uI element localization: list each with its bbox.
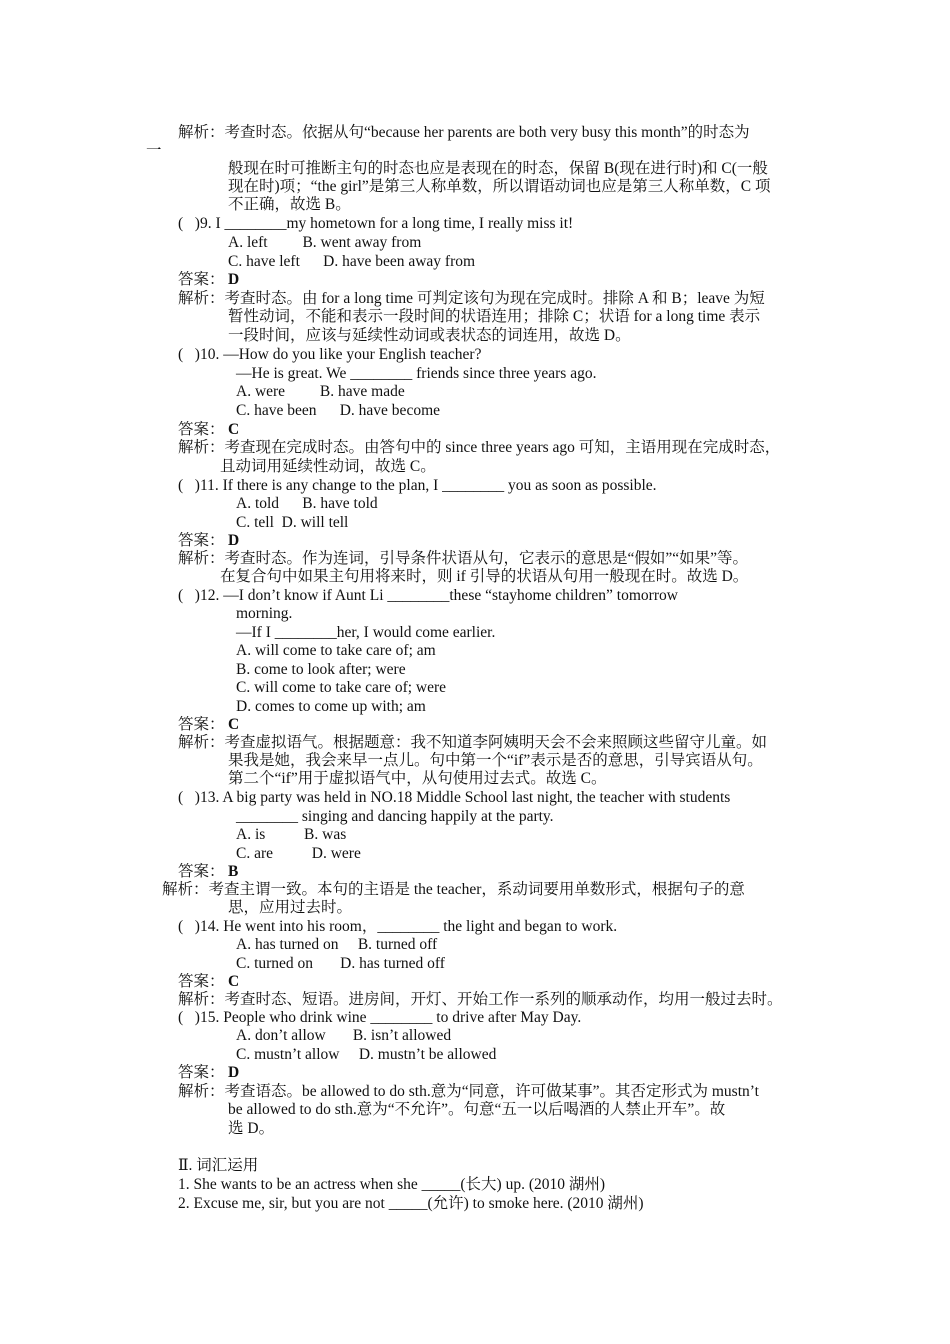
question-stem: ( )9. I ________my hometown for a long time, I really miss it! — [178, 215, 574, 232]
explanation-line: 解析：考查主谓一致。本句的主语是 the teacher，系动词要用单数形式，根据句子的意 — [162, 881, 745, 898]
question-option: D. comes to come up with; am — [236, 698, 426, 715]
explanation-line: 解析：考查时态。作为连词，引导条件状语从句，它表示的意思是“假如”“如果”等。 — [178, 550, 749, 567]
explanation-line: 解析：考查语态。be allowed to do sth.意为“同意，许可做某事”。其否定形式为 mustn’t — [178, 1083, 759, 1100]
question-stem: morning. — [236, 605, 293, 622]
question-stem: ( )13. A big party was held in NO.18 Middle School last night, the teacher with students — [178, 789, 731, 806]
answer-label: 答案： — [178, 532, 225, 549]
question-options: A. were B. have made — [236, 383, 405, 400]
explanation-line: 思，应用过去时。 — [228, 899, 353, 916]
explanation-line: 在复合句中如果主句用将来时，则 if 引导的状语从句用一般现在时。故选 D。 — [220, 568, 749, 585]
answer-label: 答案： — [178, 973, 225, 990]
answer-value: C — [228, 421, 240, 438]
explanation-line: 解析：考查现在完成时态。由答句中的 since three years ago 可知，主语用现在完成时态， — [178, 439, 781, 456]
answer-label: 答案： — [178, 271, 225, 288]
explanation-line: 解析：考查时态。由 for a long time 可判定该句为现在完成时。排除 A 和 B；leave 为短 — [178, 290, 765, 307]
question-stem: ( )15. People who drink wine ________ to drive after May Day. — [178, 1009, 582, 1026]
answer-label: 答案： — [178, 421, 225, 438]
answer-value: D — [228, 532, 240, 549]
explanation-line: 选 D。 — [228, 1120, 275, 1137]
explanation-line: 一 — [146, 142, 162, 159]
question-stem: —He is great. We ________ friends since three years ago. — [236, 365, 597, 382]
question-options: C. tell D. will tell — [236, 514, 349, 531]
explanation-line: 不正确，故选 B。 — [228, 196, 351, 213]
question-stem: ( )14. He went into his room，________ the light and began to work. — [178, 918, 618, 935]
explanation-line: 解析：考查时态、短语。进房间，开灯、开始工作一系列的顺承动作，均用一般过去时。 — [178, 991, 783, 1008]
question-options: A. left B. went away from — [228, 234, 422, 251]
exercise-item: 2. Excuse me, sir, but you are not _____(允许) to smoke here. (2010 湖州) — [178, 1195, 644, 1212]
question-option: A. will come to take care of; am — [236, 642, 436, 659]
question-option: B. come to look after; were — [236, 661, 406, 678]
answer-label: 答案： — [178, 716, 225, 733]
question-stem: ________ singing and dancing happily at the party. — [236, 808, 554, 825]
answer-value: C — [228, 716, 240, 733]
question-options: A. don’t allow B. isn’t allowed — [236, 1027, 452, 1044]
question-options: C. are D. were — [236, 845, 361, 862]
answer-value: D — [228, 271, 240, 288]
question-options: C. have left D. have been away from — [228, 253, 476, 270]
question-options: A. has turned on B. turned off — [236, 936, 438, 953]
answer-label: 答案： — [178, 863, 225, 880]
question-options: C. turned on D. has turned off — [236, 955, 445, 972]
question-options: C. mustn’t allow D. mustn’t be allowed — [236, 1046, 497, 1063]
explanation-line: 解析：考查时态。依据从句“because her parents are both very busy this month”的时态为 — [178, 124, 750, 141]
answer-value: B — [228, 863, 239, 880]
explanation-line: be allowed to do sth.意为“不允许”。句意“五一以后喝酒的人禁止开车”。故 — [228, 1101, 726, 1118]
question-option: C. will come to take care of; were — [236, 679, 447, 696]
explanation-line: 解析：考查虚拟语气。根据题意：我不知道李阿姨明天会不会来照顾这些留守儿童。如 — [178, 734, 768, 751]
explanation-line: 第二个“if”用于虚拟语气中，从句使用过去式。故选 C。 — [228, 770, 607, 787]
explanation-line: 现在时)项；“the girl”是第三人称单数，所以谓语动词也应是第三人称单数，C 项 — [228, 178, 771, 195]
explanation-line: 暂性动词，不能和表示一段时间的状语连用；排除 C；状语 for a long time 表示 — [228, 308, 761, 325]
question-options: C. have been D. have become — [236, 402, 441, 419]
question-stem: ( )12. —I don’t know if Aunt Li ________these “stayhome children” tomorrow — [178, 587, 678, 604]
explanation-line: 一段时间，应该与延续性动词或表状态的词连用，故选 D。 — [228, 327, 631, 344]
answer-value: D — [228, 1064, 240, 1081]
question-options: A. told B. have told — [236, 495, 378, 512]
question-stem: ( )11. If there is any change to the plan, I ________ you as soon as possible. — [178, 477, 657, 494]
explanation-line: 般现在时可推断主句的时态也应是表现在的时态，保留 B(现在进行时)和 C(一般 — [228, 160, 768, 177]
question-options: A. is B. was — [236, 826, 347, 843]
explanation-line: 且动词用延续性动词，故选 C。 — [220, 458, 436, 475]
exercise-item: 1. She wants to be an actress when she _____(长大) up. (2010 湖州) — [178, 1176, 606, 1193]
answer-label: 答案： — [178, 1064, 225, 1081]
question-stem: ( )10. —How do you like your English teacher? — [178, 346, 482, 363]
answer-value: C — [228, 973, 240, 990]
question-stem: —If I ________her, I would come earlier. — [236, 624, 496, 641]
section-title: Ⅱ. 词汇运用 — [178, 1157, 259, 1174]
explanation-line: 果我是她，我会来早一点儿。句中第一个“if”表示是否的意思，引导宾语从句。 — [228, 752, 763, 769]
